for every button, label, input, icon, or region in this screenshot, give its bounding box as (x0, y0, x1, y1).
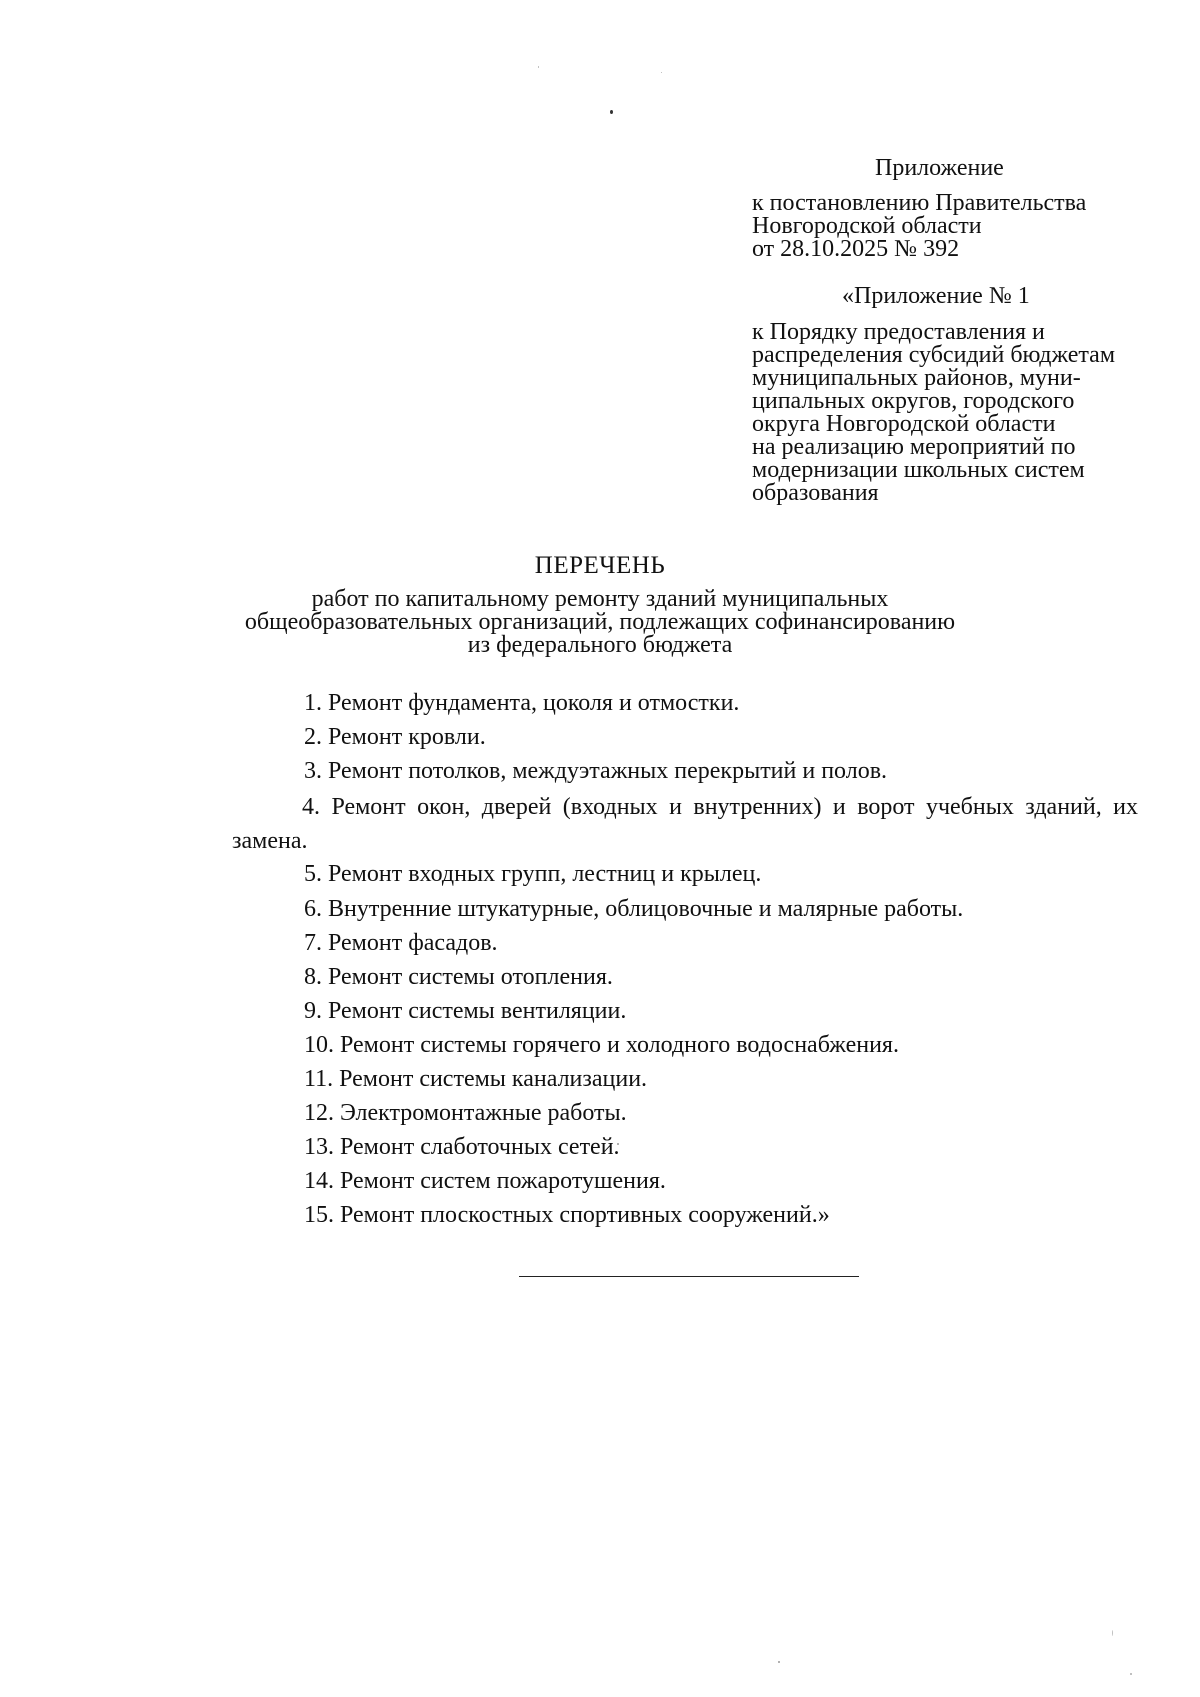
list-item (304, 1032, 1138, 1059)
item-number: 4. (302, 794, 320, 820)
inner-attachment-line: округа Новгородской области (752, 411, 1056, 437)
item-number: 11. (304, 1066, 334, 1092)
scan-speck (1130, 1673, 1132, 1675)
attachment-line: Новгородской области (752, 213, 982, 239)
item-text: Ремонт системы отопления. (328, 964, 613, 990)
item-number: 13. (304, 1134, 334, 1160)
item-number: 10. (304, 1032, 334, 1058)
list-item (304, 964, 1138, 991)
item-text: Ремонт фундамента, цоколя и отмостки. (328, 690, 740, 716)
attachment-reference (752, 192, 1086, 261)
item-text: Ремонт системы горячего и холодного водоснабжения. (340, 1032, 899, 1058)
list-item (304, 998, 1138, 1025)
subtitle-line: общеобразовательных организаций, подлежащих софинансированию (244, 609, 956, 635)
list-item (304, 1134, 1138, 1161)
list-item (304, 1202, 1138, 1229)
item-number: 1. (304, 690, 322, 716)
item-number: 9. (304, 998, 322, 1024)
item-text: Ремонт кровли. (328, 724, 486, 750)
inner-attachment-line: ципальных округов, городского (752, 388, 1075, 414)
item-text: Внутренние штукатурные, облицовочные и малярные работы. (328, 896, 964, 922)
item-text: Ремонт окон, дверей (входных и внутренних) и ворот учебных зданий, их замена. (232, 794, 1138, 854)
list-item (304, 896, 1138, 923)
document-subtitle (0, 588, 1200, 657)
scan-speck (778, 1661, 780, 1663)
list-item (304, 724, 1138, 751)
list-item (232, 790, 1138, 858)
item-number: 14. (304, 1168, 334, 1194)
item-text: Ремонт слаботочных сетей. (340, 1134, 620, 1160)
list-item (304, 758, 1138, 785)
inner-attachment-line: модернизации школьных систем (752, 457, 1085, 483)
item-text: Ремонт фасадов. (328, 930, 498, 956)
attachment-heading: Приложение (875, 155, 1004, 181)
item-text: Ремонт входных групп, лестниц и крылец. (328, 861, 762, 887)
closing-divider (519, 1276, 859, 1277)
list-item (304, 861, 1138, 888)
scan-speck (538, 66, 539, 68)
item-number: 7. (304, 930, 322, 956)
inner-attachment-line: муниципальных районов, муни- (752, 365, 1081, 391)
item-number: 2. (304, 724, 322, 750)
item-number: 6. (304, 896, 322, 922)
inner-attachment-reference (752, 321, 1115, 505)
inner-attachment-line: образования (752, 480, 879, 506)
item-number: 15. (304, 1202, 334, 1228)
inner-attachment-line: распределения субсидий бюджетам (752, 342, 1115, 368)
list-item (304, 690, 1138, 717)
item-text: Ремонт систем пожаротушения. (340, 1168, 666, 1194)
inner-attachment-heading: «Приложение № 1 (842, 283, 1030, 309)
document-title: ПЕРЕЧЕНЬ (534, 552, 666, 579)
item-text: Ремонт потолков, междуэтажных перекрытий и полов. (328, 758, 888, 784)
attachment-line: от 28.10.2025 № 392 (752, 236, 960, 262)
scan-speck (610, 110, 613, 114)
scan-speck (1112, 1630, 1113, 1636)
inner-attachment-line: на реализацию мероприятий по (752, 434, 1076, 460)
item-number: 8. (304, 964, 322, 990)
list-item (304, 1100, 1138, 1127)
list-item (304, 930, 1138, 957)
subtitle-line: из федерального бюджета (467, 632, 733, 658)
item-number: 5. (304, 861, 322, 887)
subtitle-line: работ по капитальному ремонту зданий муниципальных (311, 586, 889, 612)
list-item (304, 1066, 1138, 1093)
scan-speck (661, 72, 662, 73)
inner-attachment-line: к Порядку предоставления и (752, 319, 1045, 345)
item-text: Ремонт плоскостных спортивных сооружений.» (340, 1202, 830, 1228)
list-item (304, 1168, 1138, 1195)
item-number: 3. (304, 758, 322, 784)
attachment-line: к постановлению Правительства (752, 190, 1087, 216)
item-text: Ремонт системы вентиляции. (328, 998, 627, 1024)
item-number: 12. (304, 1100, 334, 1126)
item-text: Электромонтажные работы. (340, 1100, 627, 1126)
item-text: Ремонт системы канализации. (339, 1066, 648, 1092)
